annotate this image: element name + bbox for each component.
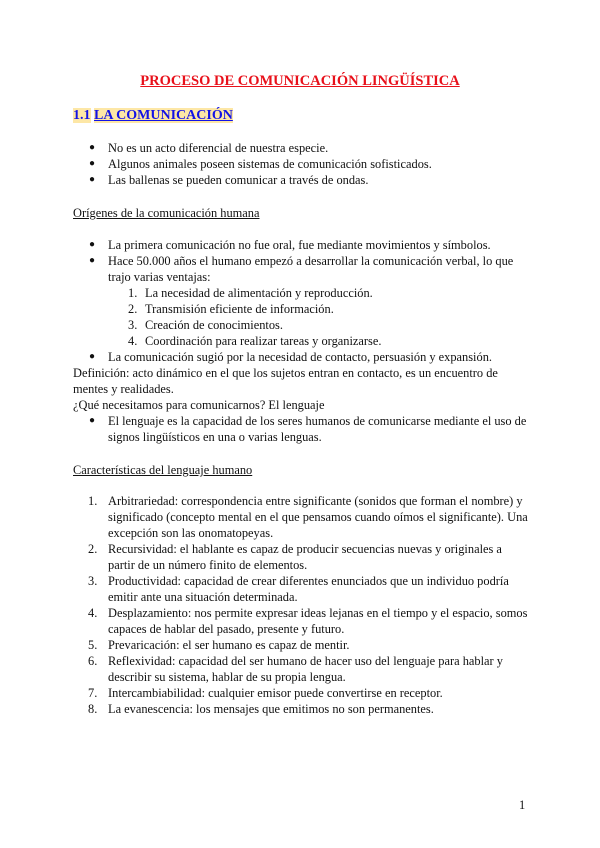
list-number: 7. [88, 686, 98, 700]
list-item [73, 605, 529, 637]
list-item [73, 172, 529, 188]
list-item [73, 156, 529, 172]
list-item-text: El lenguaje es la capacidad de los seres humanos de comunicarse mediante el uso de signos lingüísticos en una o varias lenguas. [108, 414, 527, 444]
list-item [73, 573, 529, 605]
page-number: 1 [519, 798, 526, 812]
characteristics-heading: Características del lenguaje humano [73, 463, 253, 477]
bullet-icon: ● [89, 158, 96, 169]
section-number: 1.1 [73, 108, 91, 123]
characteristics-list [73, 493, 529, 717]
bullet-icon: ● [89, 142, 96, 153]
list-item-text: Las ballenas se pueden comunicar a través de ondas. [108, 173, 369, 187]
list-item-text: La necesidad de alimentación y reproducción. [145, 286, 373, 300]
list-number: 4. [128, 334, 138, 348]
list-item-text: Transmisión eficiente de información. [145, 302, 334, 316]
list-item [73, 637, 529, 653]
bullet-icon: ● [89, 239, 96, 250]
list-item-text: La comunicación sugió por la necesidad de contacto, persuasión y expansión. [108, 350, 492, 364]
list-item [73, 701, 529, 717]
list-item [73, 237, 529, 253]
list-number: 2. [88, 542, 98, 556]
list-number: 3. [128, 318, 138, 332]
list-item-text: Desplazamiento: nos permite expresar ideas lejanas en el tiempo y el espacio, somos capaces de hablar del pasado, presente y futuro. [108, 606, 528, 636]
bullet-icon: ● [89, 415, 96, 426]
list-item-text: Hace 50.000 años el humano empezó a desarrollar la comunicación verbal, lo que trajo varias ventajas: [108, 254, 514, 284]
list-item [73, 493, 529, 541]
list-item-text: Intercambiabilidad: cualquier emisor puede convertirse en receptor. [108, 686, 443, 700]
bullet-icon: ● [89, 351, 96, 362]
intro-bullet-list [73, 140, 529, 188]
bullet-icon: ● [89, 174, 96, 185]
origins-heading: Orígenes de la comunicación humana [73, 206, 260, 220]
list-item-text: Prevaricación: el ser humano es capaz de mentir. [108, 638, 350, 652]
list-number: 3. [88, 574, 98, 588]
list-item-text: Arbitrariedad: correspondencia entre significante (sonidos que forman el nombre) y significado (concepto mental en el que pensamos cuando oímos el significante). Una excepción son las onomatopeyas. [108, 494, 528, 540]
section-title: LA COMUNICACIÓN [94, 108, 233, 123]
list-item [73, 140, 529, 156]
bullet-icon: ● [89, 255, 96, 266]
list-item [73, 301, 529, 317]
list-number: 1. [128, 286, 138, 300]
list-item [73, 413, 529, 445]
list-number: 1. [88, 494, 98, 508]
list-item [73, 685, 529, 701]
list-number: 5. [88, 638, 98, 652]
list-item [73, 653, 529, 685]
list-number: 6. [88, 654, 98, 668]
list-item-text: No es un acto diferencial de nuestra especie. [108, 141, 329, 155]
list-item [73, 541, 529, 573]
list-number: 4. [88, 606, 98, 620]
list-item-text: Algunos animales poseen sistemas de comunicación sofisticados. [108, 157, 432, 171]
list-item-text: Coordinación para realizar tareas y organizarse. [145, 334, 382, 348]
list-item [73, 349, 529, 365]
list-item-text: La evanescencia: los mensajes que emitimos no son permanentes. [108, 702, 434, 716]
list-number: 2. [128, 302, 138, 316]
list-item-text: La primera comunicación no fue oral, fue mediante movimientos y símbolos. [108, 238, 491, 252]
list-number: 8. [88, 702, 98, 716]
document-title: PROCESO DE COMUNICACIÓN LINGÜÍSTICA [140, 73, 460, 89]
list-item [73, 317, 529, 333]
list-item [73, 253, 529, 285]
origins-content [73, 237, 529, 445]
definition-paragraph: Definición: acto dinámico en el que los sujetos entran en contacto, es un encuentro de mentes y realidades. [73, 366, 498, 396]
section-heading [73, 108, 233, 124]
list-item [73, 333, 529, 349]
list-item-text: Recursividad: el hablante es capaz de producir secuencias nuevas y originales a partir de un número finito de elementos. [108, 542, 502, 572]
list-item [73, 285, 529, 301]
list-item-text: Productividad: capacidad de crear diferentes enunciados que un individuo podría emitir ante una situación determinada. [108, 574, 509, 604]
question-paragraph: ¿Qué necesitamos para comunicarnos? El lenguaje [73, 398, 325, 412]
list-item-text: Creación de conocimientos. [145, 318, 283, 332]
list-item-text: Reflexividad: capacidad del ser humano de hacer uso del lenguaje para hablar y describir su sistema, hablar de su propia lengua. [108, 654, 503, 684]
